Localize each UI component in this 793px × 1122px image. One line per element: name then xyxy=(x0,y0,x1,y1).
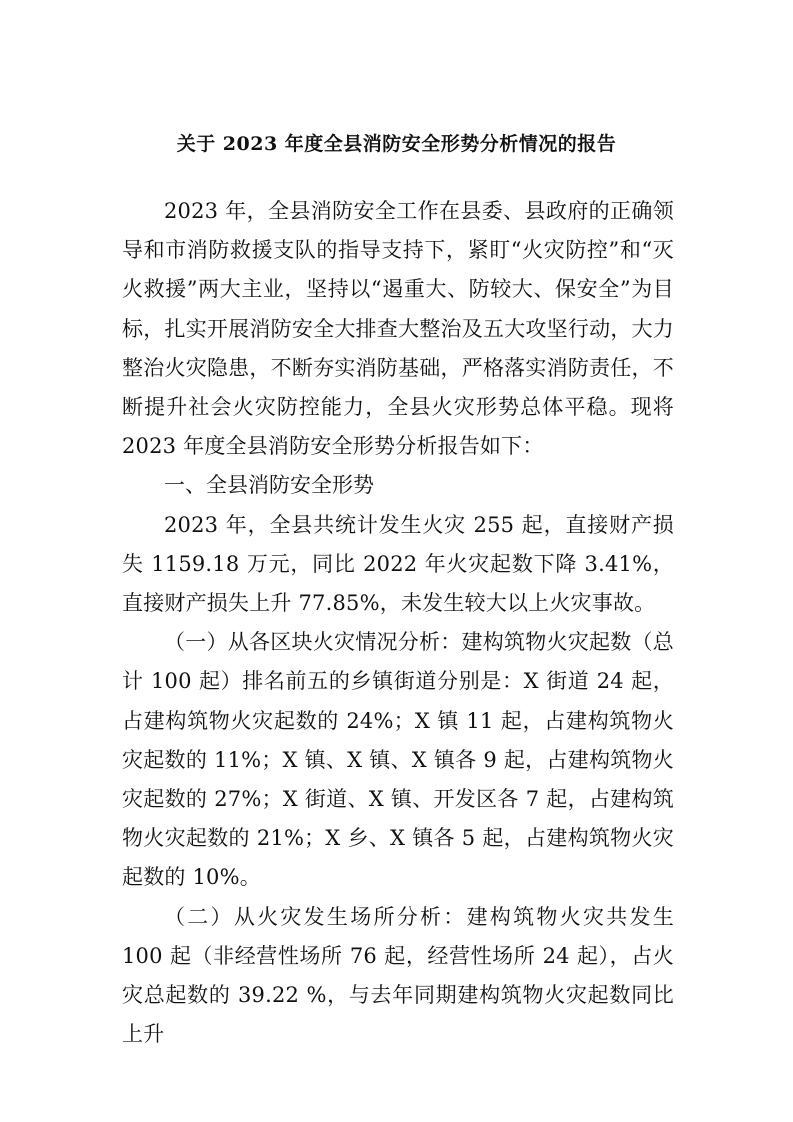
paragraph-site-analysis: （二）从火灾发生场所分析：建构筑物火灾共发生 100 起（非经营性场所 76 起，经营性场所 24 起），占火灾总起数的 39.22 %，与去年同期建构筑物火灾起数同比上升 xyxy=(122,904,674,1047)
paragraph-intro: 2023 年，全县消防安全工作在县委、县政府的正确领导和市消防救援支队的指导支持下，紧盯“火灾防控”和“灭火救援”两大主业，坚持以“遏重大、防较大、保安全”为目标，扎实开展消防安全大排查大整治及五大攻坚行动，大力整治火灾隐患，不断夯实消防基础，严格落实消防责任，不断提升社会火灾防控能力，全县火灾形势总体平稳。现将 2023 年度全县消防安全形势分析报告如下： xyxy=(122,199,674,459)
paragraph-statistics: 2023 年，全县共统计发生火灾 255 起，直接财产损失 1159.18 万元，同比 2022 年火灾起数下降 3.41%，直接财产损失上升 77.85%，未发生较大以上火灾事故。 xyxy=(122,512,674,616)
paragraph-region-analysis: （一）从各区块火灾情况分析：建构筑物火灾起数（总计 100 起）排名前五的乡镇街道分别是：X 街道 24 起，占建构筑物火灾起数的 24%；X 镇 11 起，占建构筑物火灾起数的 11%；X 镇、X 镇、X 镇各 9 起，占建构筑物火灾起数的 27%；X 街道、X 镇、开发区各 7 起，占建构筑物火灾起数的 21%；X 乡、X 镇各 5 起，占建构筑物火灾起数的 10%。 xyxy=(122,630,674,890)
document-body xyxy=(122,192,674,1054)
document-title: 关于 2023 年度全县消防安全形势分析情况的报告 xyxy=(176,133,617,155)
section-heading-1: 一、全县消防安全形势 xyxy=(164,473,374,498)
